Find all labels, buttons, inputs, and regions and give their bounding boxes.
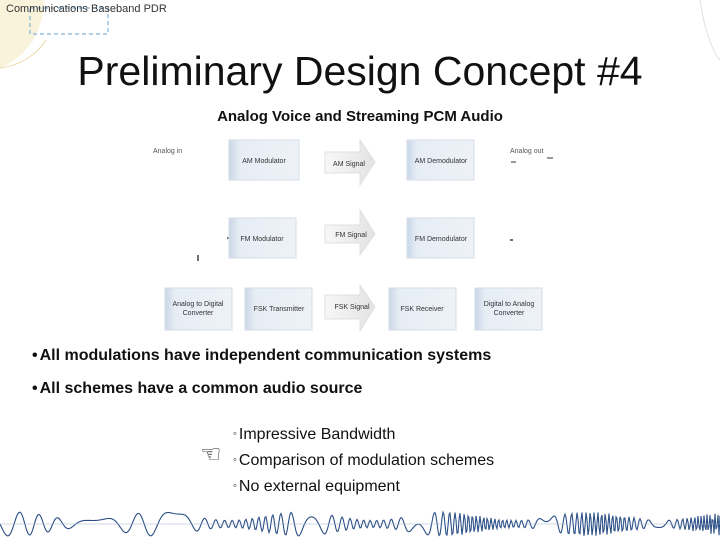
fsk-receiver-block (389, 288, 456, 330)
fsk-transmitter-block (245, 288, 312, 330)
svg-text:Analog to Digital: Analog to Digital (172, 301, 224, 308)
thumbs-up-icon: ☜ (200, 441, 222, 468)
adc-block (165, 288, 232, 330)
svg-text:AM Modulator: AM Modulator (242, 158, 286, 165)
svg-text:Converter: Converter (182, 310, 214, 317)
fsk-signal-arrow (325, 285, 375, 331)
svg-text:FSK Receiver: FSK Receiver (400, 306, 444, 313)
svg-text:AM Signal: AM Signal (333, 161, 365, 168)
svg-text:FM Signal: FM Signal (335, 232, 367, 239)
waveform-decoration (0, 508, 720, 540)
fm-demodulator-block (407, 218, 474, 258)
sub-bullet-marker: ◦ (233, 454, 237, 466)
page-title: Preliminary Design Concept #4 (77, 48, 643, 94)
am-signal-arrow (325, 140, 375, 185)
sub-bullet-marker: ◦ (233, 428, 237, 440)
bullet-2: • All schemes have a common audio source (32, 380, 363, 397)
benefit-item: ◦ Comparison of modulation schemes (233, 452, 495, 469)
dac-block (475, 288, 542, 330)
sub-bullet-marker: ◦ (233, 480, 237, 492)
svg-text:Digital to Analog: Digital to Analog (483, 301, 535, 308)
benefit-item: ◦ Impressive Bandwidth (233, 426, 396, 443)
fm-signal-arrow (325, 210, 375, 255)
am-modulator-block (229, 140, 299, 180)
slide-header: Communications Baseband PDR (6, 3, 167, 15)
diagram-subtitle: Analog Voice and Streaming PCM Audio (217, 108, 503, 125)
bullet-dot: • (32, 347, 38, 364)
benefit-item: ◦ No external equipment (233, 478, 400, 495)
analog-out-label: Analog out (510, 148, 544, 155)
bullet-1: • All modulations have independent communication systems (32, 347, 492, 364)
am-demodulator-block (407, 140, 474, 180)
svg-text:FM Modulator: FM Modulator (240, 236, 284, 243)
block-diagram (145, 135, 565, 335)
svg-text:Converter: Converter (493, 310, 525, 317)
svg-text:FSK Signal: FSK Signal (334, 304, 370, 311)
svg-text:AM Demodulator: AM Demodulator (414, 158, 468, 165)
fm-modulator-block (229, 218, 296, 258)
analog-in-label: Analog in (153, 148, 183, 155)
svg-text:FM Demodulator: FM Demodulator (414, 236, 468, 243)
svg-text:FSK Transmitter: FSK Transmitter (253, 306, 305, 313)
bullet-dot: • (32, 380, 38, 397)
